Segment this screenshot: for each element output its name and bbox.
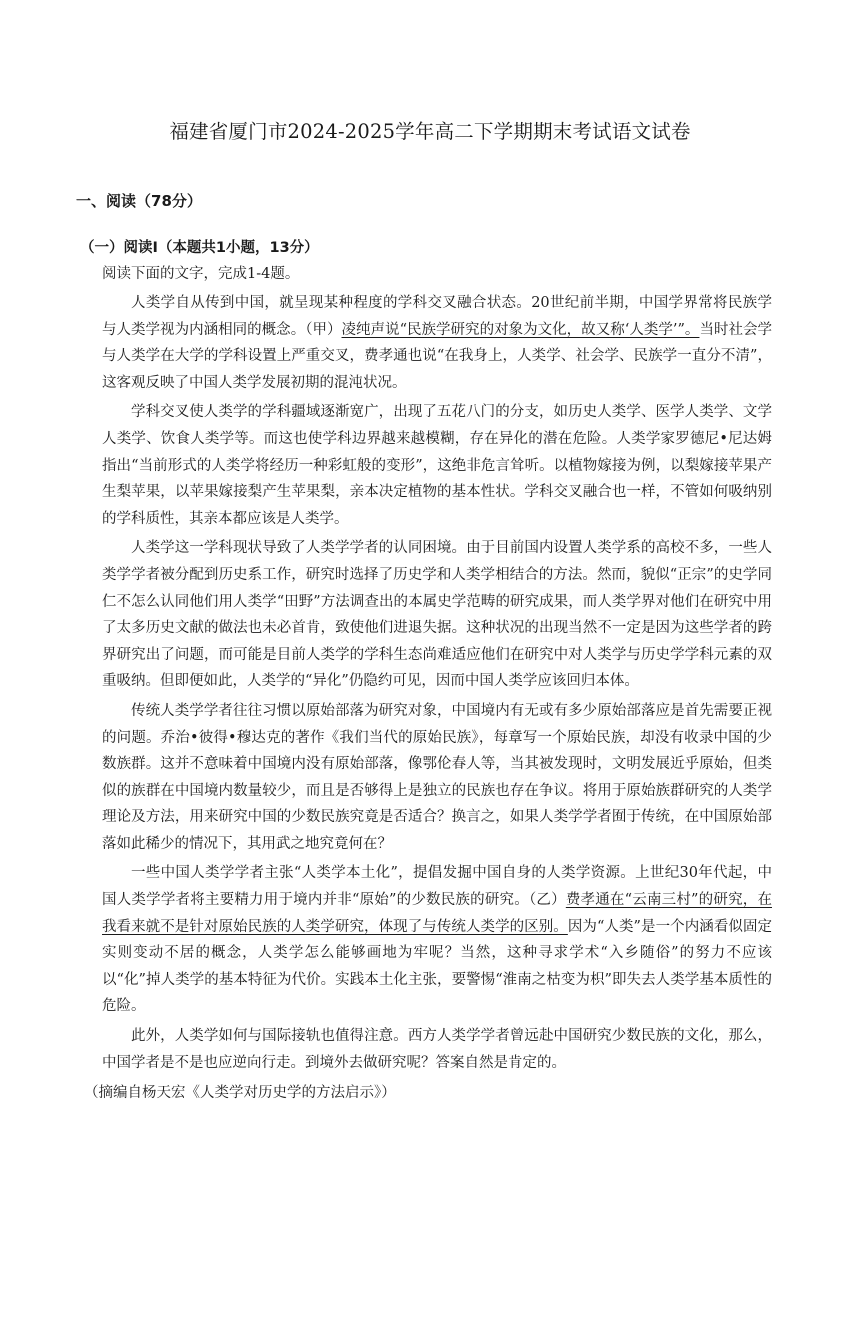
paragraph-4 (76, 698, 772, 858)
paragraph-text: 人类学这一学科现状导致了人类学学者的认同困境。由于目前国内设置人类学系的高校不多，一些人类学学者被分配到历史系工作，研究时选择了历史学和人类学相结合的方法。然而，貌似“正宗”的史学同仁不怎么认同他们用人类学“田野”方法调查出的本属史学范畴的研究成果，而人类学界对他们在研究中用了太多历史文献的做法也未必首肯，致使他们进退失据。这种状况的出现当然不一定是因为这些学者的跨界研究出了问题，而可能是目前人类学的学科生态尚难适应他们在研究中对人类学与历史学学科元素的双重吸纳。但即便如此，人类学的“异化”仍隐约可见，因而中国人类学应该回归本体。 (102, 540, 772, 690)
paragraph-text: 因为“人类”是一个内涵看似固定实则变动不居的概念，人类学怎么能够画地为牢呢？当然，这种寻求学术“入乡随俗”的努力不应该以“化”掉人类学的基本特征为代价。实践本土化主张，要警惕“淮南之枯变为枳”即失去人类学基本质性的危险。 (102, 918, 772, 1015)
paragraph-2 (76, 399, 772, 532)
part-heading: （一）阅读Ⅰ（本题共1小题，13分） (80, 240, 319, 256)
passage-body (76, 290, 772, 1076)
paragraph-5 (76, 860, 772, 1020)
underlined-sentence-jia: 凌纯声说“民族学研究的对象为文化，故又称‘人类学’”。 (341, 321, 700, 338)
section-heading: 一、阅读（78分） (76, 192, 202, 210)
document-page (0, 116, 860, 1332)
paragraph-text: 学科交叉使人类学的学科疆域逐渐宽广，出现了五花八门的分支，如历史人类学、医学人类学、文学人类学、饮食人类学等。而这也使学科边界越来越模糊，存在异化的潜在危险。人类学家罗德尼•尼达姆指出“当前形式的人类学将经历一种彩虹般的变形”，这绝非危言耸听。以植物嫁接为例，以梨嫁接苹果产生梨苹果，以苹果嫁接梨产生苹果梨，亲本决定植物的基本性状。学科交叉融合也一样，不管如何吸纳别的学科质性，其亲本都应该是人类学。 (102, 404, 772, 527)
instruction-text: 阅读下面的文字，完成1-4题。 (102, 266, 300, 282)
paragraph-text: 传统人类学学者往往习惯以原始部落为研究对象，中国境内有无或有多少原始部落应是首先需要正视的问题。乔治•彼得•穆达克的著作《我们当代的原始民族》，每章写一个原始民族，却没有收录中国的少数族群。这并不意味着中国境内没有原始部落，像鄂伦春人等，当其被发现时，文明发展近乎原始，但类似的族群在中国境内数量较少，而且是否够得上是独立的民族也存在争议。将用于原始族群研究的人类学理论及方法，用来研究中国的少数民族究竟是否适合？换言之，如果人类学学者囿于传统，在中国原始部落如此稀少的情况下，其用武之地究竟何在？ (102, 702, 772, 852)
paragraph-text: 当时社会学与人类学在大学的学科设置上严重交叉，费孝通也说“在我身上，人类学、社会学、民族学一直分不清”，这客观反映了中国人类学发展初期的混沌状况。 (102, 321, 773, 391)
paragraph-1 (76, 290, 772, 396)
paragraph-6 (76, 1023, 772, 1076)
paragraph-text: 人类学自从传到中国，就呈现某种程度的学科交叉融合状态。20世纪前半期，中国学界常将民族学与人类学视为内涵相同的概念。（甲） (102, 295, 772, 338)
underlined-sentence-yi: 费孝通在“云南三村”的研究，在我看来就不是针对原始民族的人类学研究，体现了与传统人类学的区别。 (102, 892, 772, 935)
paragraph-text: 此外，人类学如何与国际接轨也值得注意。西方人类学学者曾远赴中国研究少数民族的文化，那么，中国学者是不是也应逆向行走。到境外去做研究呢？答案自然是肯定的。 (102, 1028, 772, 1071)
paragraph-3 (76, 535, 772, 695)
source-citation: （摘编自杨天宏《人类学对历史学的方法启示》） (84, 1085, 396, 1102)
paragraph-text: 一些中国人类学学者主张“人类学本土化”，提倡发掘中国自身的人类学资源。上世纪30年代起，中国人类学学者将主要精力用于境内并非“原始”的少数民族的研究。（乙） (102, 865, 772, 909)
document-title: 福建省厦门市2024-2025学年高二下学期期末考试语文试卷 (169, 120, 691, 143)
